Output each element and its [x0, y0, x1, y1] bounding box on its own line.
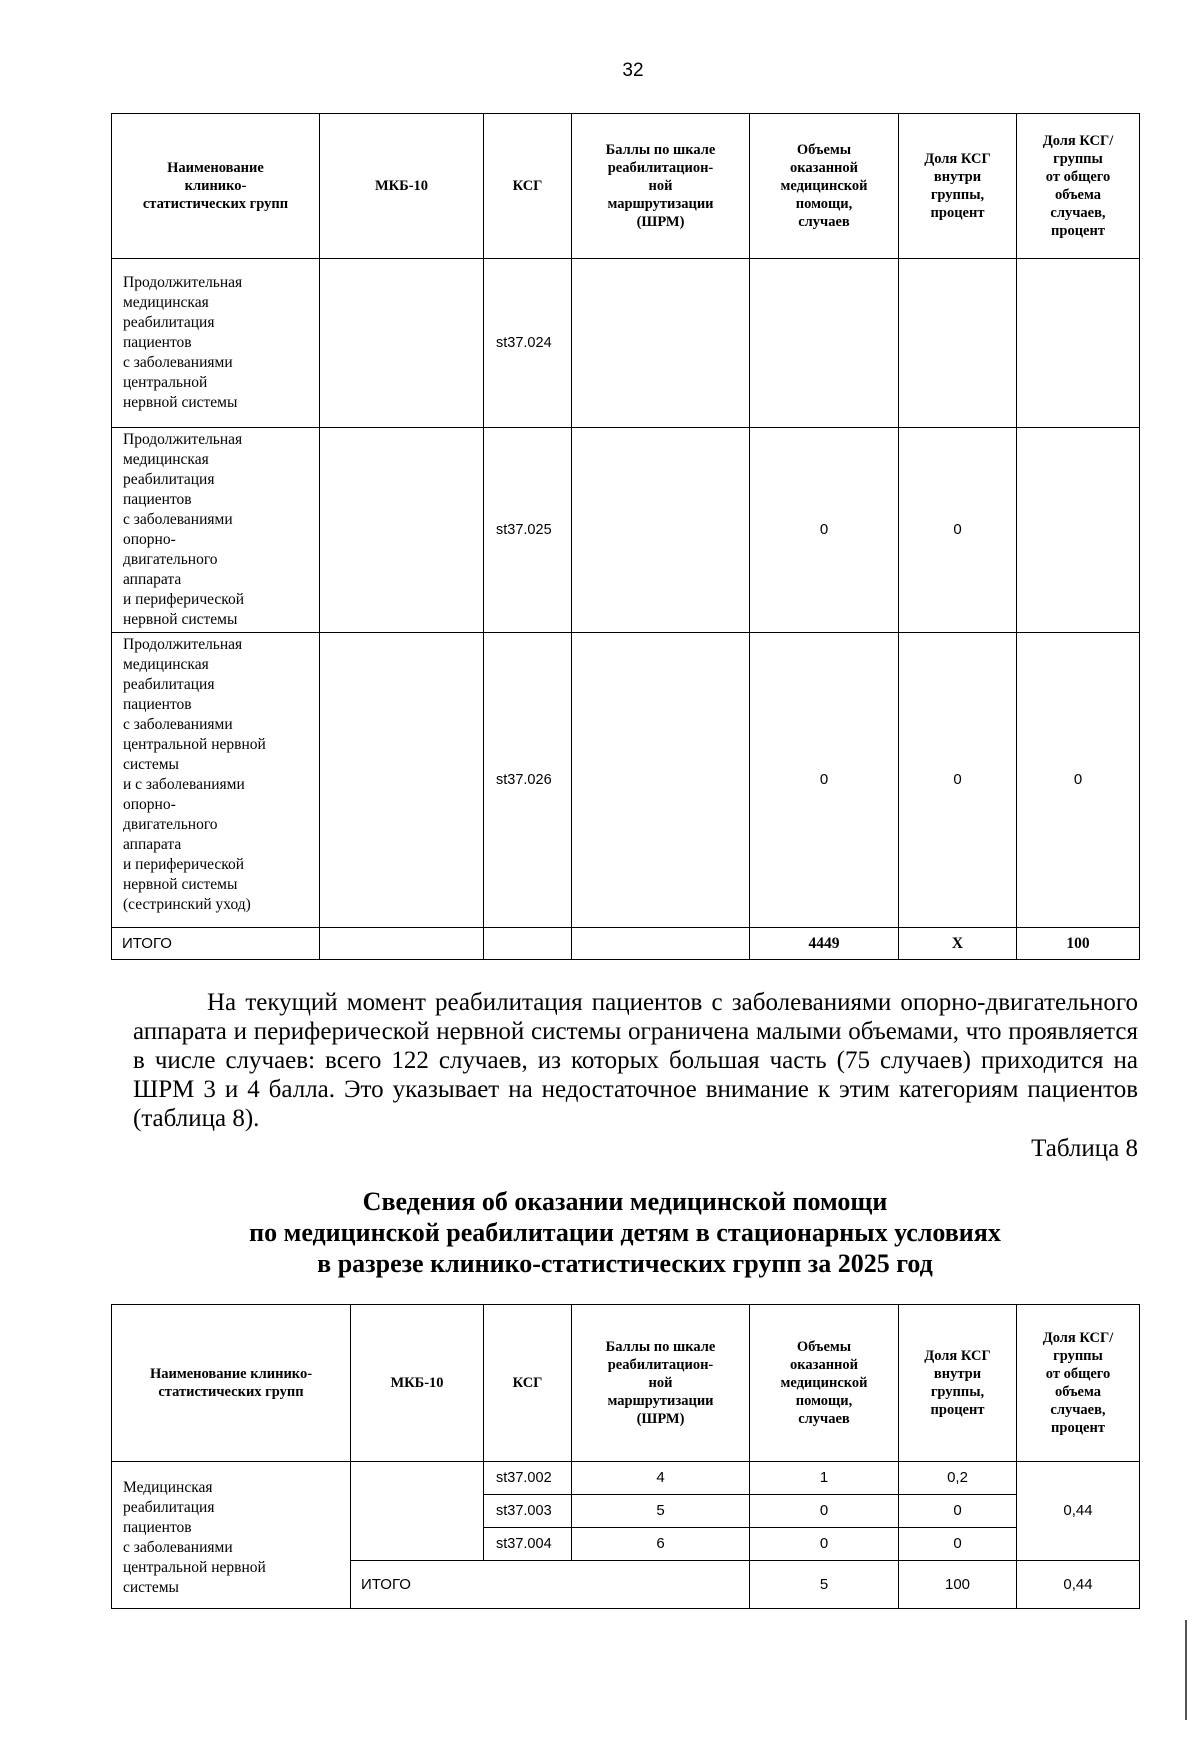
text-line: группы — [1053, 1348, 1103, 1364]
text-line: реабилитация — [123, 1499, 215, 1516]
text-line: процент — [1051, 1420, 1105, 1436]
text-line: Объемы — [796, 1339, 852, 1355]
table-label: Таблица 8 — [1031, 1135, 1138, 1162]
text-line: реабилитация — [123, 314, 215, 331]
text-line: Наименование клинико- — [149, 1366, 313, 1382]
text-line: процент — [930, 205, 985, 221]
share-total-cell: 0,44 — [1017, 1462, 1140, 1561]
text-line: центральной нервной — [123, 1559, 266, 1576]
table-row — [112, 1462, 1140, 1495]
scan-margin-line — [1185, 1620, 1187, 1720]
total-volume: 4449 — [750, 928, 899, 960]
text-line: медицинская — [123, 294, 209, 311]
text-line: двигательного — [123, 551, 218, 568]
text-line: Продолжительная — [123, 274, 243, 291]
shrm-cell — [572, 633, 750, 928]
text-line: группы, — [930, 187, 985, 203]
text-line: оказанной — [789, 160, 859, 176]
text-line: внутри — [933, 1366, 982, 1382]
text-line: процент — [1051, 223, 1105, 239]
mkb-cell — [320, 428, 484, 633]
share-in-cell: 0 — [899, 1495, 1017, 1528]
text-line: Продолжительная — [123, 636, 243, 653]
header-name — [112, 1305, 351, 1462]
text-line: Доля КСГ — [924, 1348, 991, 1364]
share-in-cell: 0 — [899, 428, 1017, 633]
text-line: пациентов — [123, 696, 192, 713]
text-line: объема — [1054, 187, 1102, 203]
text-line: медицинская — [123, 656, 209, 673]
text-line: медицинская — [123, 451, 209, 468]
header-mkb: МКБ-10 — [320, 114, 484, 259]
total-share-total: 0,44 — [1017, 1561, 1140, 1609]
volume-cell: 0 — [750, 1495, 899, 1528]
shrm-cell: 5 — [572, 1495, 750, 1528]
volume-cell: 0 — [750, 428, 899, 633]
text-line: системы — [123, 756, 179, 773]
text-line: статистических групп — [142, 196, 289, 212]
text-line: группы, — [930, 1384, 985, 1400]
text-line: ной — [648, 178, 673, 194]
text-line: Наименование — [167, 160, 264, 176]
text-line: Баллы по шкале — [605, 1339, 716, 1355]
share-in-cell: 0,2 — [899, 1462, 1017, 1495]
total-volume: 5 — [750, 1561, 899, 1609]
text-line: двигательного — [123, 816, 218, 833]
text-line: Доля КСГ/ — [1042, 133, 1114, 149]
table-header-row — [112, 114, 1140, 259]
text-line: помощи, — [795, 1393, 853, 1409]
header-shrm — [572, 1305, 750, 1462]
header-volume — [750, 114, 899, 259]
text-line: маршрутизации — [607, 196, 714, 212]
header-share-in — [899, 114, 1017, 259]
ksg-code: st37.025 — [484, 428, 572, 633]
text-line: нервной системы — [123, 611, 238, 628]
volume-cell: 0 — [750, 633, 899, 928]
mkb-cell — [320, 633, 484, 928]
header-volume — [750, 1305, 899, 1462]
text-line: аппарата — [123, 836, 182, 853]
share-in-cell — [899, 259, 1017, 428]
text-line: системы — [123, 1579, 179, 1596]
share-total-cell — [1017, 428, 1140, 633]
text-line: помощи, — [795, 196, 853, 212]
text-line: медицинской — [780, 178, 868, 194]
text-line: Доля КСГ — [924, 151, 991, 167]
text-line: и периферической — [123, 591, 245, 608]
text-line: реабилитацион- — [607, 160, 714, 176]
shrm-cell — [572, 428, 750, 633]
ksg-code: st37.004 — [484, 1528, 572, 1561]
text-line: от общего — [1045, 1366, 1111, 1382]
table-title — [111, 1186, 1139, 1279]
text-line: случаев — [798, 214, 850, 230]
text-line: центральной — [123, 374, 208, 391]
text-line: реабилитацион- — [607, 1357, 714, 1373]
text-line: с заболеваниями — [123, 716, 233, 733]
empty-cell — [320, 928, 484, 960]
ksg-code: st37.024 — [484, 259, 572, 428]
volume-cell: 1 — [750, 1462, 899, 1495]
text-line: процент — [930, 1402, 985, 1418]
text-line: в разрезе клинико-статистических групп за 2025 год — [317, 1249, 933, 1278]
text-line: пациентов — [123, 491, 192, 508]
header-ksg: КСГ — [484, 1305, 572, 1462]
header-share-total — [1017, 1305, 1140, 1462]
table-row — [112, 428, 1140, 633]
text-line: от общего — [1045, 169, 1111, 185]
text-line: с заболеваниями — [123, 354, 233, 371]
shrm-cell: 6 — [572, 1528, 750, 1561]
text-line: объема — [1054, 1384, 1102, 1400]
ksg-code: st37.003 — [484, 1495, 572, 1528]
text-line: центральной нервной — [123, 736, 266, 753]
text-line: Объемы — [796, 142, 852, 158]
text-line: по медицинской реабилитации детям в стационарных условиях — [249, 1218, 1001, 1247]
text-line: внутри — [933, 169, 982, 185]
text-line: Доля КСГ/ — [1042, 1330, 1114, 1346]
text-line: случаев — [798, 1411, 850, 1427]
text-line: пациентов — [123, 334, 192, 351]
text-line: группы — [1053, 151, 1103, 167]
text-line: и с заболеваниями — [123, 776, 245, 793]
ksg-code: st37.026 — [484, 633, 572, 928]
mkb-cell — [320, 259, 484, 428]
group-name — [112, 633, 320, 928]
header-name — [112, 114, 320, 259]
total-label: ИТОГО — [351, 1561, 750, 1609]
text-line: клинико- — [184, 178, 247, 194]
text-line: нервной системы — [123, 394, 238, 411]
page-number: 32 — [622, 60, 644, 81]
text-line: с заболеваниями — [123, 1539, 233, 1556]
total-share-in: 100 — [899, 1561, 1017, 1609]
text-line: ной — [648, 1375, 673, 1391]
group-name — [112, 428, 320, 633]
share-in-cell: 0 — [899, 633, 1017, 928]
volume-cell: 0 — [750, 1528, 899, 1561]
text-line: медицинской — [780, 1375, 868, 1391]
volume-cell — [750, 259, 899, 428]
text-line: реабилитация — [123, 471, 215, 488]
header-ksg: КСГ — [484, 114, 572, 259]
text-line: пациентов — [123, 1519, 192, 1536]
text-line: реабилитация — [123, 676, 215, 693]
total-row — [112, 928, 1140, 960]
header-share-total — [1017, 114, 1140, 259]
text-line: Продолжительная — [123, 431, 243, 448]
text-line: (ШРМ) — [636, 214, 685, 230]
text-line: и периферической — [123, 856, 245, 873]
total-share-total: 100 — [1017, 928, 1140, 960]
text-line: Баллы по шкале — [605, 142, 716, 158]
group-name — [112, 1462, 351, 1609]
children-rehab-table — [111, 1304, 1140, 1609]
table-row — [112, 259, 1140, 428]
text-line: маршрутизации — [607, 1393, 714, 1409]
table-header-row — [112, 1305, 1140, 1462]
text-line: (ШРМ) — [636, 1411, 685, 1427]
rehab-table-continued — [111, 113, 1140, 960]
shrm-cell — [572, 259, 750, 428]
total-label: ИТОГО — [112, 928, 320, 960]
text-line: опорно- — [123, 796, 176, 813]
mkb-cell — [351, 1462, 484, 1561]
text-line: Медицинская — [123, 1479, 213, 1496]
empty-cell — [484, 928, 572, 960]
total-share-in: X — [899, 928, 1017, 960]
group-name — [112, 259, 320, 428]
empty-cell — [572, 928, 750, 960]
table-row — [112, 633, 1140, 928]
share-in-cell: 0 — [899, 1528, 1017, 1561]
text-line: (сестринский уход) — [123, 896, 251, 913]
body-paragraph: На текущий момент реабилитация пациентов с заболеваниями опорно-двигательного аппарата и периферической нервной системы ограничена малыми объемами, что проявляется в числе случаев: всего 122 случаев, из которых большая часть (75 случаев) приходится на ШРМ 3 и 4 балла. Это указывает на недостаточное внимание к этим категориям пациентов (таблица 8). — [133, 989, 1138, 1132]
shrm-cell: 4 — [572, 1462, 750, 1495]
header-share-in — [899, 1305, 1017, 1462]
text-line: оказанной — [789, 1357, 859, 1373]
text-line: статистических групп — [158, 1384, 304, 1400]
text-line: с заболеваниями — [123, 511, 233, 528]
text-line: опорно- — [123, 531, 176, 548]
text-line: случаев, — [1050, 1402, 1106, 1418]
text-line: аппарата — [123, 571, 182, 588]
share-total-cell — [1017, 259, 1140, 428]
text-line: случаев, — [1050, 205, 1106, 221]
text-line: Сведения об оказании медицинской помощи — [362, 1187, 888, 1216]
ksg-code: st37.002 — [484, 1462, 572, 1495]
text-line: нервной системы — [123, 876, 238, 893]
header-mkb: МКБ-10 — [351, 1305, 484, 1462]
header-shrm — [572, 114, 750, 259]
share-total-cell: 0 — [1017, 633, 1140, 928]
